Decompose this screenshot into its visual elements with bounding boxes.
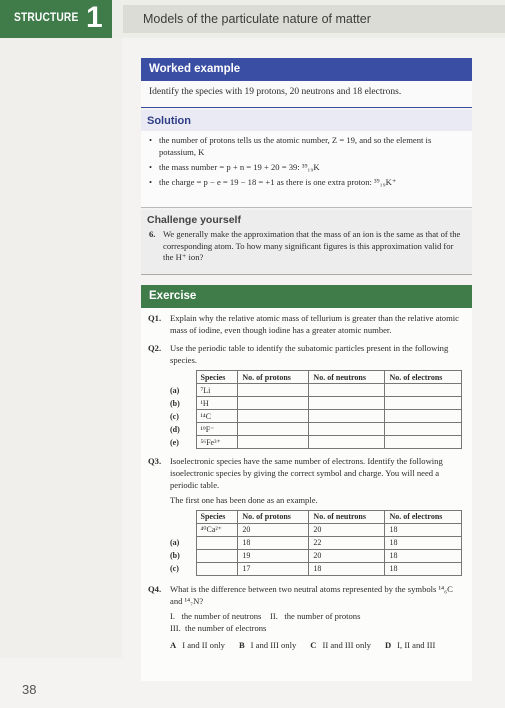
worked-example-body: Identify the species with 19 protons, 20 neutrons and 18 electrons. bbox=[141, 81, 472, 108]
exercise-body bbox=[141, 308, 472, 681]
answer-options bbox=[141, 640, 472, 650]
table-row: (c) 17 18 18 bbox=[170, 562, 462, 575]
column-header: No. of protons bbox=[238, 371, 309, 384]
worked-example-title: Worked example bbox=[141, 58, 472, 81]
column-header: Species bbox=[196, 371, 238, 384]
table-row: (b) ¹H bbox=[170, 397, 462, 410]
table-row: (b) 19 20 18 bbox=[170, 549, 462, 562]
question-number: Q4. bbox=[148, 583, 162, 594]
page-header bbox=[0, 0, 505, 38]
statement-i-ii: I. the number of neutrons II. the number of protons bbox=[170, 610, 361, 621]
solution-bullet: • the charge = p − e = 19 − 18 = +1 as there is one extra proton: ³⁹₁₉K⁺ bbox=[149, 177, 466, 189]
column-header: No. of neutrons bbox=[309, 371, 385, 384]
column-header: No. of electrons bbox=[385, 510, 462, 523]
option-d: D I, II and III bbox=[384, 640, 436, 651]
challenge-box bbox=[141, 210, 472, 275]
solution-list bbox=[141, 131, 472, 188]
table-row: (a) ⁷Li bbox=[170, 384, 462, 397]
isoelectronic-table bbox=[170, 510, 462, 576]
solution-bullet: • the number of protons tells us the atomic number, Z = 19, and so the element is potassium, K bbox=[149, 135, 466, 159]
chapter-badge bbox=[0, 0, 112, 38]
option-b: B I and III only bbox=[238, 640, 297, 651]
question-3 bbox=[141, 456, 472, 492]
question-number: Q1. bbox=[148, 313, 162, 323]
challenge-text: We generally make the approximation that the mass of an ion is the same as that of the corresponding atom. To how many significant figures is this approximation valid for the H⁺ ion? bbox=[163, 229, 461, 263]
question-1 bbox=[141, 313, 472, 337]
exercise-title: Exercise bbox=[141, 285, 472, 308]
question-text: Isoelectronic species have the same number of electrons. Identify the following isoelectronic species by giving the correct symbol and charge. You will need a periodic table. bbox=[170, 456, 443, 491]
page-margin bbox=[0, 38, 122, 658]
table-row: (a) 18 22 18 bbox=[170, 536, 462, 549]
column-header: No. of protons bbox=[238, 510, 309, 523]
challenge-title: Challenge yourself bbox=[147, 214, 241, 226]
question-text: Explain why the relative atomic mass of tellurium is greater than the relative atomic mass of iodine, even though iodine has a greater atomic number. bbox=[170, 313, 459, 335]
statement-iii: III. the number of electrons bbox=[170, 623, 267, 634]
question-note: The first one has been done as an example. bbox=[170, 495, 318, 506]
solution-title: Solution bbox=[141, 110, 472, 131]
table-row: (c) ¹⁴C bbox=[170, 410, 462, 423]
page-number: 38 bbox=[22, 682, 37, 697]
column-header: No. of electrons bbox=[385, 371, 462, 384]
table-row: (e) ⁵⁶Fe³⁺ bbox=[170, 436, 462, 449]
badge-word: STRUCTURE bbox=[14, 10, 79, 24]
question-4 bbox=[141, 584, 472, 608]
solution-box bbox=[141, 110, 472, 208]
species-table bbox=[170, 370, 462, 449]
solution-bullet: • the mass number = p + n = 19 + 20 = 39: ³⁹₁₉K bbox=[149, 162, 466, 174]
question-2 bbox=[141, 343, 472, 367]
table-row: ⁴⁰Ca²⁺ 20 20 18 bbox=[170, 523, 462, 536]
option-a: A I and II only bbox=[170, 640, 225, 651]
challenge-number: 6. bbox=[149, 229, 156, 239]
badge-number: 1 bbox=[86, 1, 103, 34]
column-header: No. of neutrons bbox=[309, 510, 385, 523]
table-row: (d) ¹⁹F⁻ bbox=[170, 423, 462, 436]
question-text: What is the difference between two neutral atoms represented by the symbols ¹⁴₆C and ¹⁴₇N? bbox=[170, 583, 453, 606]
option-c: C II and III only bbox=[310, 640, 371, 651]
question-number: Q2. bbox=[148, 342, 162, 353]
question-number: Q3. bbox=[148, 456, 162, 467]
column-header: Species bbox=[196, 510, 238, 523]
question-text: Use the periodic table to identify the subatomic particles present in the following species. bbox=[170, 342, 449, 365]
chapter-title: Models of the particulate nature of matter bbox=[123, 5, 505, 33]
